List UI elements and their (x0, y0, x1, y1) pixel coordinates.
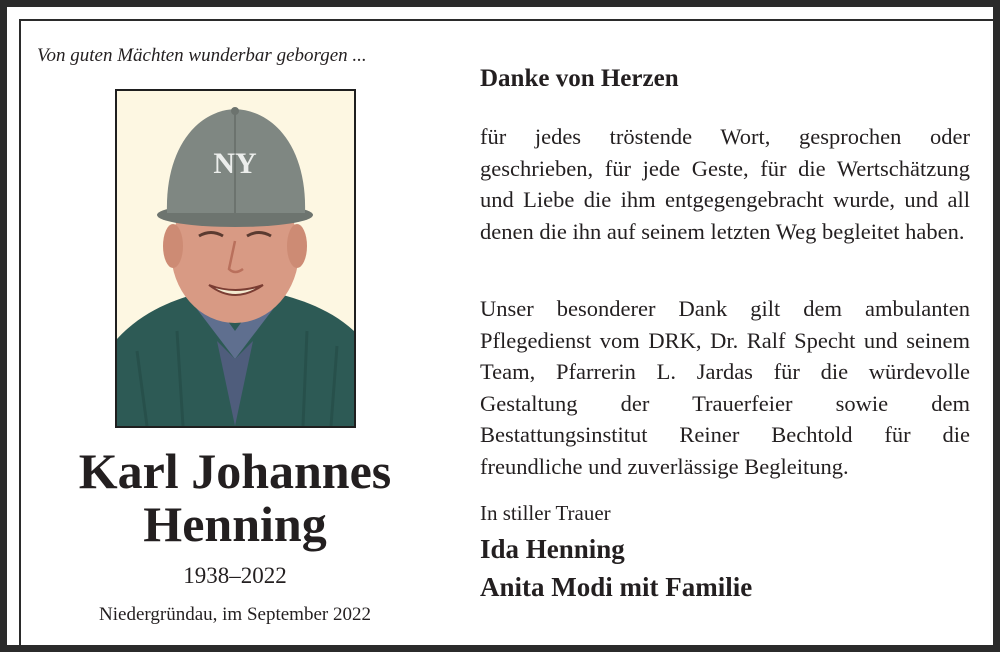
place-date: Niedergründau, im September 2022 (99, 604, 371, 625)
motto: Von guten Mächten wunderbar geborgen ... (37, 45, 367, 66)
cap-logo: NY (213, 147, 257, 180)
thanks-paragraph-2: Unser besonderer Dank gilt dem ambulanten Pflegedienst vom DRK, Dr. Ralf Specht und seinem Team, Pfarrerin L. Jardas für die würdevolle Gestaltung der Trauerfeier sowie dem Bestattungsinstitut Reiner Bechtold für die freundliche und zuverlässige Begleitung. (480, 296, 970, 479)
signatory-2: Anita Modi mit Familie (480, 572, 753, 602)
signatory-1: Ida Henning (480, 534, 625, 564)
mourning-intro: In stiller Trauer (480, 501, 611, 525)
thanks-paragraph-1: für jedes tröstende Wort, gesprochen oder geschrieben, für jede Geste, für die Wertschätzung und Liebe die ihm entgegengebracht wurde, und all denen die ihn auf seinem letzten Weg begleitet haben. (480, 124, 970, 244)
name-line-2: Henning (143, 496, 327, 552)
portrait-photo (115, 89, 356, 428)
portrait-illustration (117, 91, 354, 426)
name-line-1: Karl Johannes (78, 443, 392, 499)
deceased-name (7, 445, 463, 551)
thanks-heading: Danke von Herzen (480, 65, 679, 92)
life-years: 1938–2022 (183, 563, 287, 588)
